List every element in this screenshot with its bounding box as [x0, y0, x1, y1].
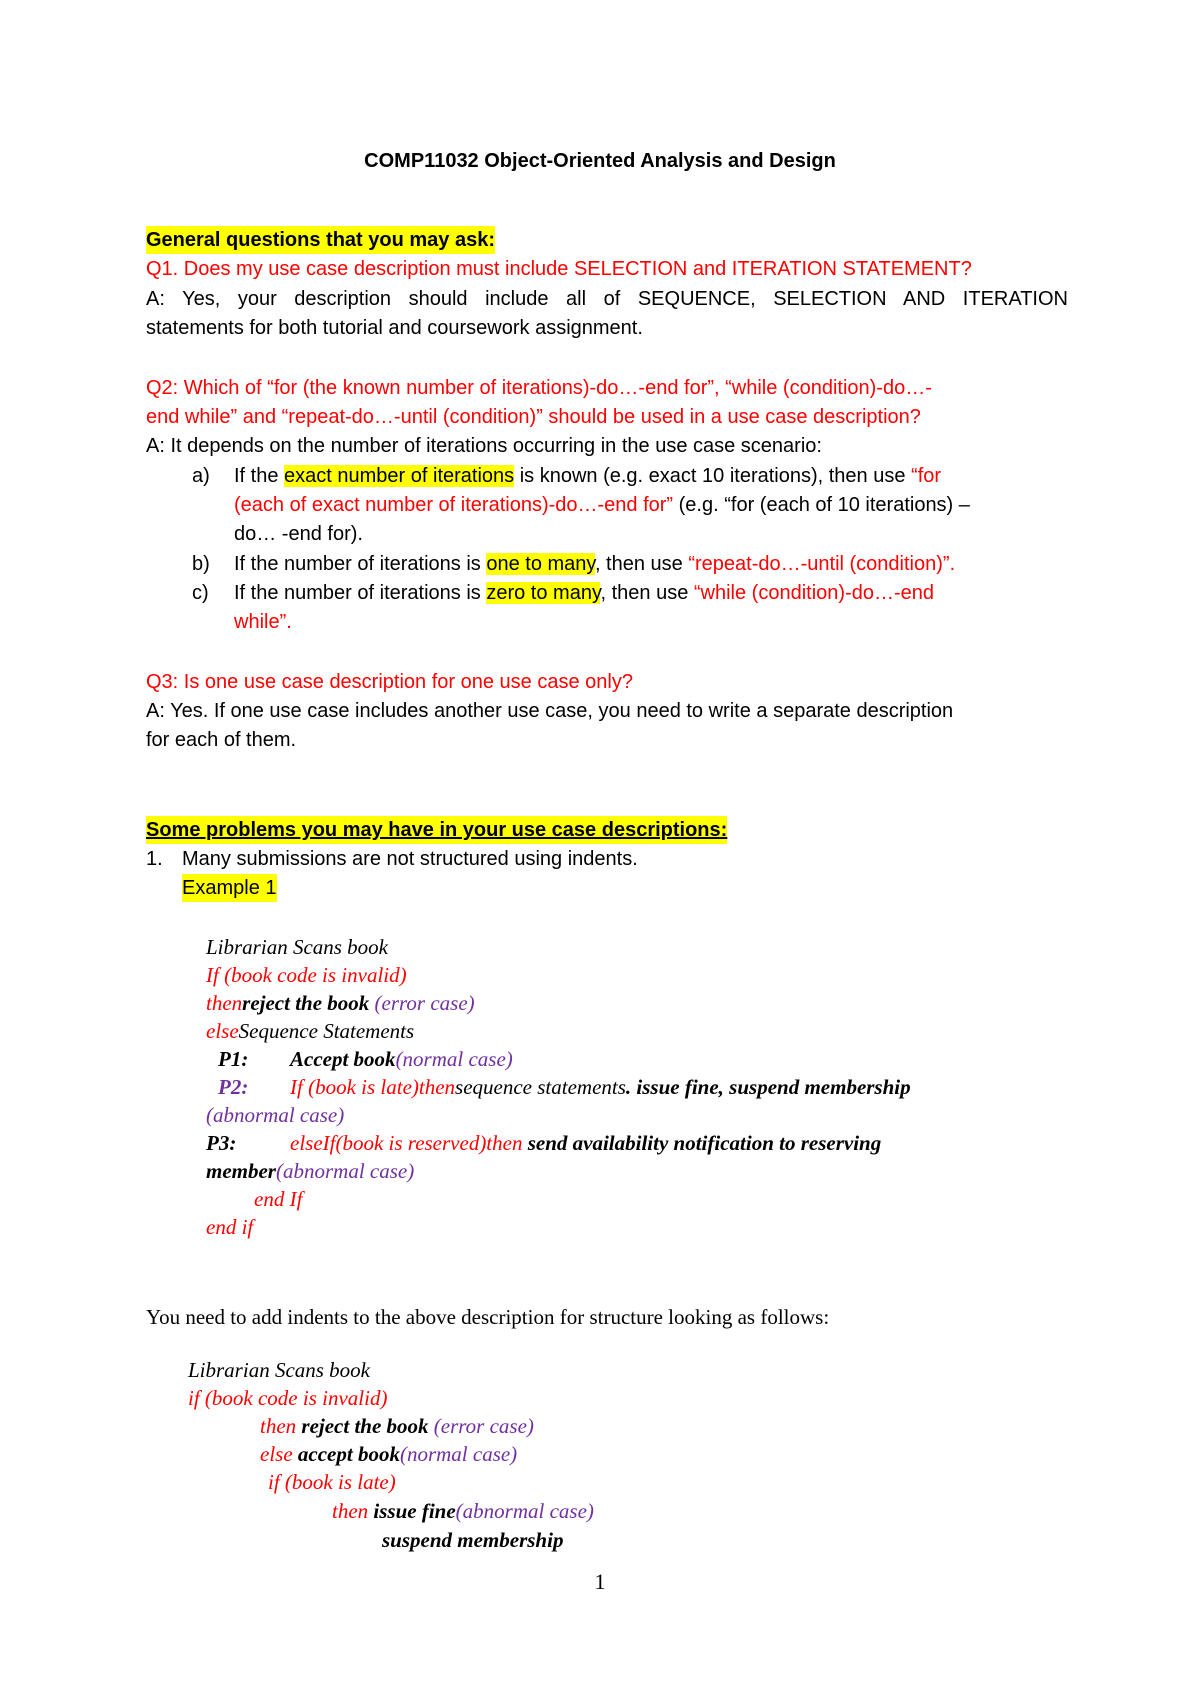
example1-line-6: If (book is late)thensequence statements. issue fine, suspend membership: [290, 1075, 911, 1099]
example2-line-4: else accept book(normal case): [260, 1442, 518, 1466]
highlight-zero-to-many: zero to many: [486, 582, 601, 604]
list-item-a-line-1: If the exact number of iterations is known (e.g. exact 10 iterations), then use “for: [234, 465, 942, 487]
answer-3-line-1: A: Yes. If one use case includes another use case, you need to write a separate description: [146, 700, 954, 722]
example2-line-2: if (book code is invalid): [188, 1386, 388, 1410]
highlight-one-to-many: one to many: [486, 553, 595, 575]
problem-1-marker: 1.: [146, 848, 163, 870]
example2-line-5: if (book is late): [268, 1470, 396, 1494]
example1-line-11: end if: [206, 1215, 254, 1239]
example1-line-8: elseIf(book is reserved)then send availability notification to reserving: [290, 1131, 882, 1155]
example1-line-4: elseSequence Statements: [206, 1019, 415, 1043]
answer-1-line-1: A: Yes, your description should include all of SEQUENCE, SELECTION AND ITERATION: [146, 288, 1068, 310]
problems-heading: Some problems you may have in your use case descriptions:: [146, 816, 727, 844]
list-marker-c: c): [192, 582, 209, 604]
list-item-a-line-3: do… -end for).: [234, 523, 363, 545]
example2-line-6: then issue fine(abnormal case): [332, 1499, 594, 1523]
problem-1-text: Many submissions are not structured using indents.: [182, 848, 638, 870]
list-marker-a: a): [192, 465, 210, 487]
question-2-line-2: end while” and “repeat-do…-until (condition)” should be used in a use case description?: [146, 406, 921, 428]
answer-1-line-2: statements for both tutorial and coursework assignment.: [146, 317, 643, 339]
example1-line-1: Librarian Scans book: [206, 935, 389, 959]
example1-line-5: Accept book(normal case): [290, 1047, 513, 1071]
example1-p3-label: P3:: [206, 1131, 237, 1155]
example1-line-3: thenreject the book (error case): [206, 991, 475, 1015]
list-item-b: If the number of iterations is one to many, then use “repeat-do…-until (condition)”.: [234, 553, 956, 575]
example1-line-10: end If: [254, 1187, 303, 1211]
example2-line-7: suspend membership: [382, 1528, 564, 1552]
answer-3-line-2: for each of them.: [146, 729, 297, 751]
question-3: Q3: Is one use case description for one use case only?: [146, 671, 633, 693]
example1-p1-label: P1:: [218, 1047, 249, 1071]
general-questions-heading: General questions that you may ask:: [146, 226, 495, 254]
example-1-label: Example 1: [182, 874, 277, 902]
example2-line-1: Librarian Scans book: [188, 1358, 371, 1382]
highlight-exact-number: exact number of iterations: [284, 465, 515, 487]
document-title: COMP11032 Object-Oriented Analysis and Design: [364, 150, 836, 172]
list-item-a-line-2: (each of exact number of iterations)-do…-end for” (e.g. “for (each of 10 iterations) –: [234, 494, 970, 516]
list-item-c-line-1: If the number of iterations is zero to many, then use “while (condition)-do…-end: [234, 582, 934, 604]
example1-line-9: member(abnormal case): [206, 1159, 415, 1183]
example1-line-2: If (book code is invalid): [206, 963, 407, 987]
question-1: Q1. Does my use case description must include SELECTION and ITERATION STATEMENT?: [146, 258, 972, 280]
list-item-c-line-2: while”.: [234, 611, 292, 633]
structured-intro: You need to add indents to the above description for structure looking as follows:: [146, 1305, 830, 1329]
question-2-line-1: Q2: Which of “for (the known number of iterations)-do…-end for”, “while (condition)-do…-: [146, 377, 932, 399]
list-marker-b: b): [192, 553, 210, 575]
answer-2-intro: A: It depends on the number of iterations occurring in the use case scenario:: [146, 435, 822, 457]
example2-line-3: then reject the book (error case): [260, 1414, 534, 1438]
example1-p2-label: P2:: [218, 1075, 249, 1099]
example1-line-7: (abnormal case): [206, 1103, 345, 1127]
page-number: 1: [594, 1569, 606, 1594]
